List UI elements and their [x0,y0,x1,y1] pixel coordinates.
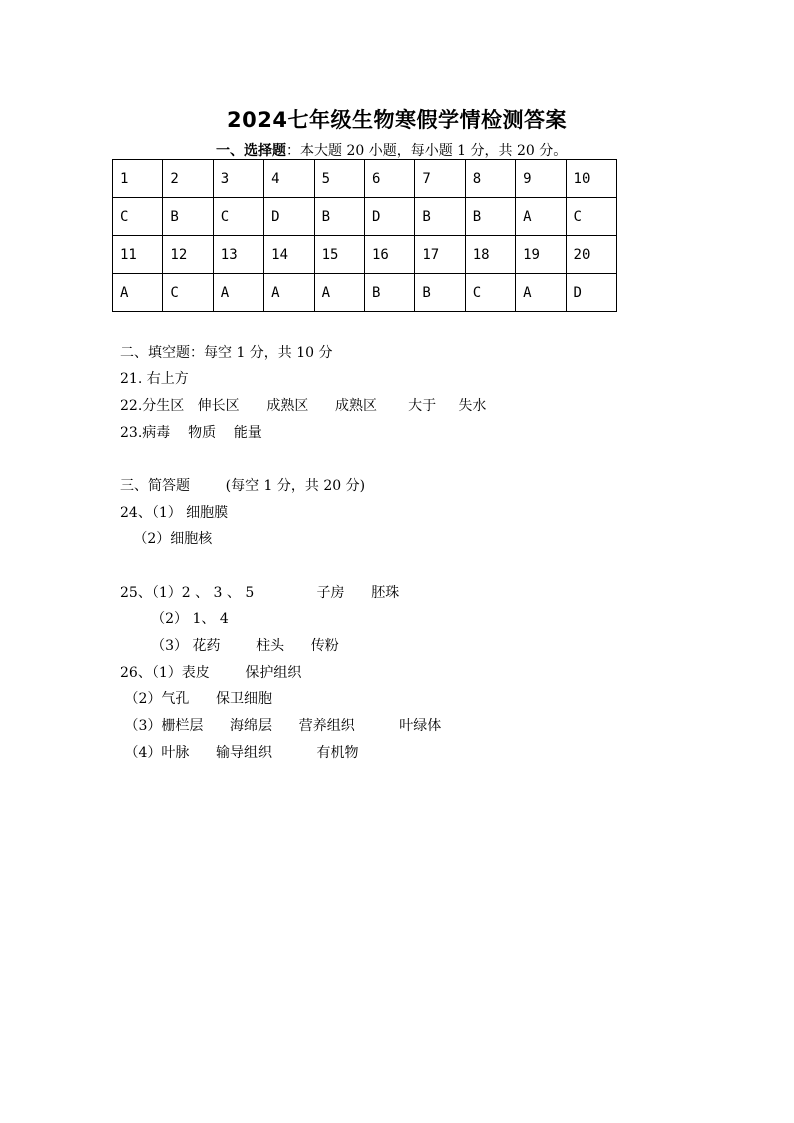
answer-line-25-3: （3） 花药 柱头 传粉 [120,638,339,654]
question-number-cell: 20 [566,236,616,274]
question-number-cell: 9 [516,160,566,198]
question-number-cell: 6 [364,160,414,198]
answer-cell: C [163,274,213,312]
section-1-heading-detail: ：本大题 20 小题，每小题 1 分，共 20 分。 [286,143,568,159]
answer-line-26-3: （3）栅栏层 海绵层 营养组织 叶绿体 [120,718,442,734]
question-number-cell: 17 [415,236,465,274]
question-number-cell: 18 [465,236,515,274]
question-number-cell: 14 [264,236,314,274]
answer-cell: B [314,198,364,236]
answer-cell: C [213,198,263,236]
section-1-heading-label: 一、选择题 [216,143,286,159]
question-number-cell: 13 [213,236,263,274]
section-3-heading: 三、简答题 (每空 1 分，共 20 分) [120,478,366,494]
answer-line-25-2: （2） 1、 4 [120,611,229,627]
answer-cell: D [264,198,314,236]
question-number-cell: 15 [314,236,364,274]
answer-cell: D [566,274,616,312]
question-number-cell: 5 [314,160,364,198]
answer-table [112,159,617,312]
answer-cell: B [465,198,515,236]
answer-cell: B [415,198,465,236]
question-number-cell: 4 [264,160,314,198]
answer-line-24-1: 24、（1） 细胞膜 [120,505,229,521]
answer-line-22: 22.分生区 伸长区 成熟区 成熟区 大于 失水 [120,398,487,414]
answer-line-25-1: 25、（1）2 、 3 、 5 子房 胚珠 [120,585,400,601]
page-title: 2024七年级生物寒假学情检测答案 [227,108,567,132]
question-number-cell: 16 [364,236,414,274]
answer-row [113,198,617,236]
answer-cell: A [314,274,364,312]
answer-cell: A [213,274,263,312]
answer-cell: D [364,198,414,236]
question-number-cell: 19 [516,236,566,274]
answer-line-24-2: （2）细胞核 [120,531,213,547]
answer-cell: B [415,274,465,312]
answer-cell: C [113,198,163,236]
answer-cell: B [364,274,414,312]
question-number-cell: 8 [465,160,515,198]
question-number-cell: 11 [113,236,163,274]
answer-line-26-4: （4）叶脉 输导组织 有机物 [120,745,359,761]
answer-cell: B [163,198,213,236]
answer-line-26-2: （2）气孔 保卫细胞 [120,691,273,707]
question-number-row [113,236,617,274]
section-1-heading [216,140,567,160]
section-2-heading: 二、填空题：每空 1 分，共 10 分 [120,345,333,361]
answer-line-21: 21. 右上方 [120,371,189,387]
answer-line-23: 23.病毒 物质 能量 [120,425,262,441]
answer-cell: C [465,274,515,312]
question-number-cell: 7 [415,160,465,198]
answer-cell: A [516,274,566,312]
answer-row [113,274,617,312]
question-number-cell: 10 [566,160,616,198]
question-number-cell: 12 [163,236,213,274]
question-number-cell: 1 [113,160,163,198]
answer-cell: C [566,198,616,236]
answer-cell: A [113,274,163,312]
answer-line-26-1: 26、（1）表皮 保护组织 [120,665,302,681]
answer-cell: A [264,274,314,312]
question-number-cell: 2 [163,160,213,198]
answer-cell: A [516,198,566,236]
question-number-row [113,160,617,198]
question-number-cell: 3 [213,160,263,198]
